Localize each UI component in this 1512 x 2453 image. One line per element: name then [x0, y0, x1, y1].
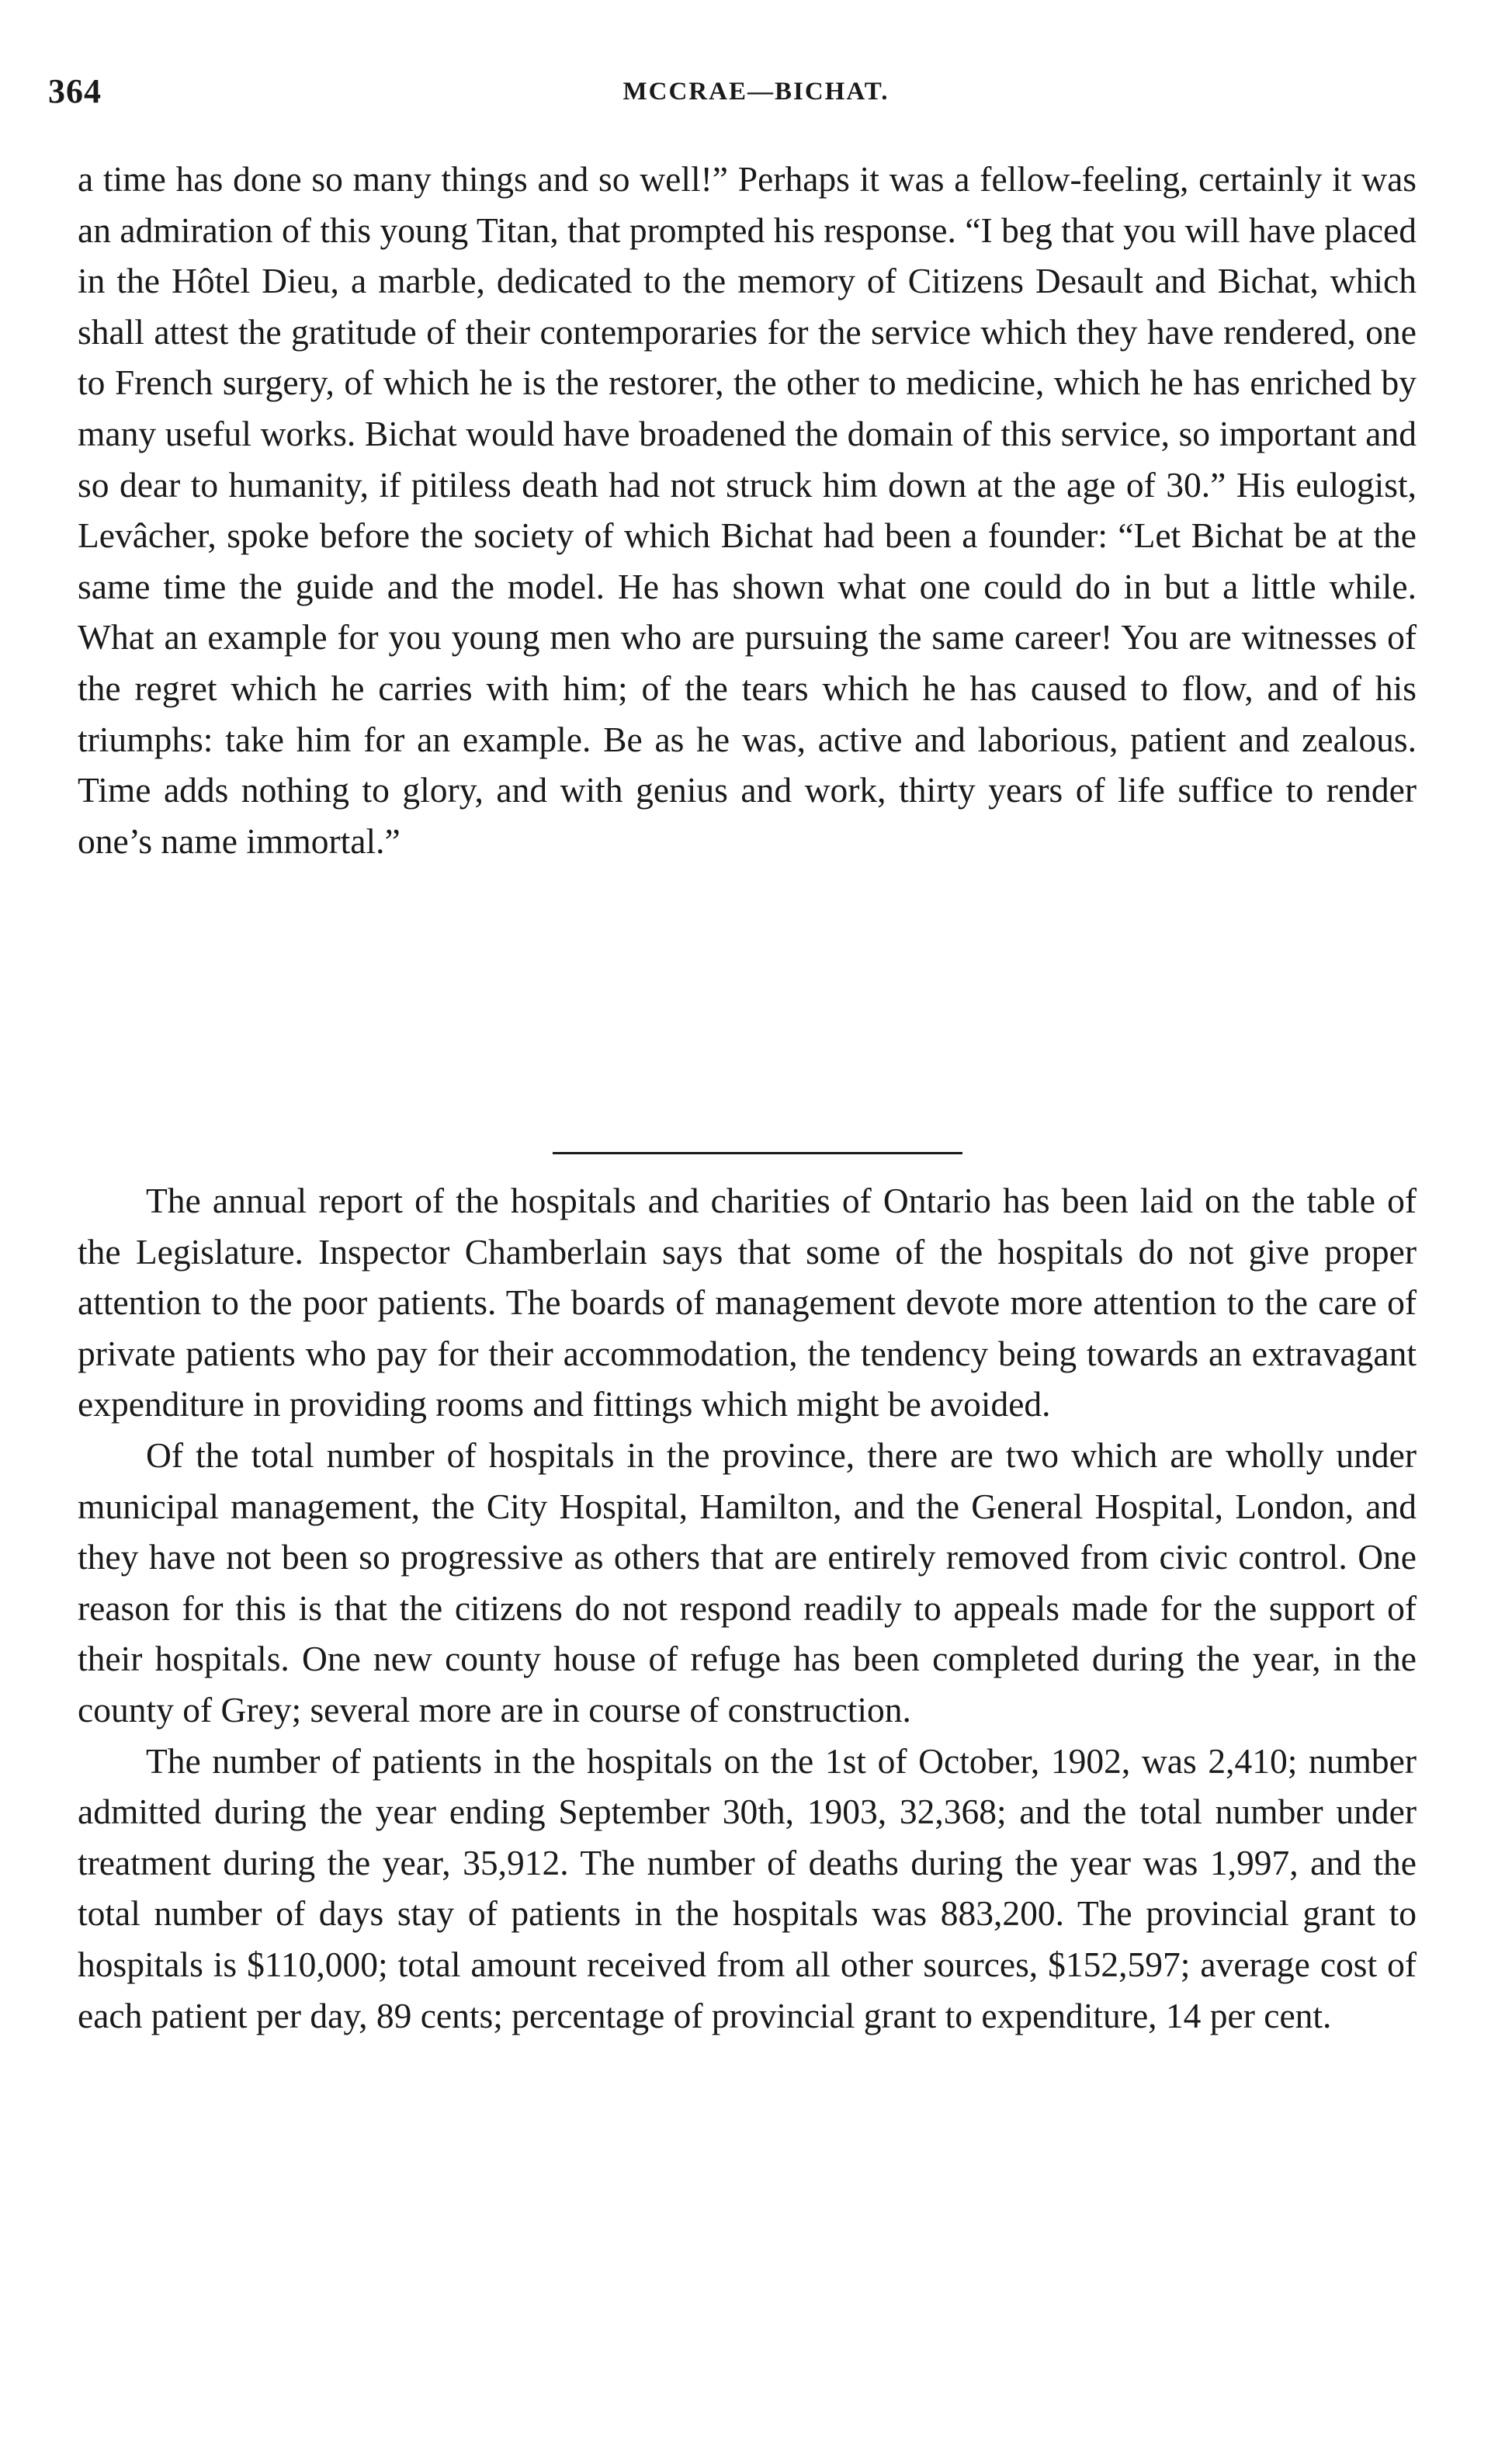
paragraph-annual-report: The annual report of the hospitals and charities of Ontario has been laid on the table of the Legislature. Inspector Chamberlain says that some of the hospitals do not give proper attention to the poor patients. The boards of management devote more attention to the care of private patients who pay for their accommodation, the tendency being towards an extravagant expenditure in providing rooms and fittings which might be avoided. [78, 1181, 1417, 1424]
bichat-section [78, 154, 1417, 866]
paragraph-patient-statistics: The number of patients in the hospitals on the 1st of October, 1902, was 2,410; number admitted during the year ending September 30th, 1903, 32,368; and the total number under treatment during the year, 35,912. The number of deaths during the year was 1,997, and the total number of days stay of patients in the hospitals was 883,200. The provincial grant to hospitals is $110,000; total amount received from all other sources, $152,597; average cost of each patient per day, 89 cents; percentage of provincial grant to expenditure, 14 per cent. [78, 1740, 1417, 2035]
page-number: 364 [48, 72, 102, 110]
running-title: MCCRAE—BICHAT. [622, 78, 890, 106]
section-divider [553, 1152, 962, 1154]
paragraph-municipal-hospitals: Of the total number of hospitals in the province, there are two which are wholly under municipal management, the City Hospital, Hamilton, and the General Hospital, London, and they have not been so progressive as others that are entirely removed from civic control. One reason for this is that the citizens do not respond readily to appeals made for the support of their hospitals. One new county house of refuge has been completed during the year, in the county of Grey; several more are in course of construction. [78, 1435, 1417, 1730]
paragraph-bichat-quotation: a time has done so many things and so well!” Perhaps it was a fellow-feeling, certainly it was an admiration of this young Titan, that prompted his response. “I beg that you will have placed in the Hôtel Dieu, a marble, dedicated to the memory of Citizens Desault and Bichat, which shall attest the gratitude of their contemporaries for the service which they have rendered, one to French surgery, of which he is the restorer, the other to medicine, which he has enriched by many useful works. Bichat would have broadened the domain of this service, so important and so dear to humanity, if pitiless death had not struck him down at the age of 30.” His eulogist, Levâcher, spoke before the society of which Bichat had been a founder: “Let Bichat be at the same time the guide and the model. He has shown what one could do in but a little while. What an example for you young men who are pursuing the same career! You are witnesses of the regret which he carries with him; of the tears which he has caused to flow, and of his triumphs: take him for an example. Be as he was, active and laborious, patient and zealous. Time adds nothing to glory, and with genius and work, thirty years of life suffice to render one’s name immortal.” [78, 159, 1417, 861]
ontario-hospitals-section [78, 1175, 1417, 2041]
